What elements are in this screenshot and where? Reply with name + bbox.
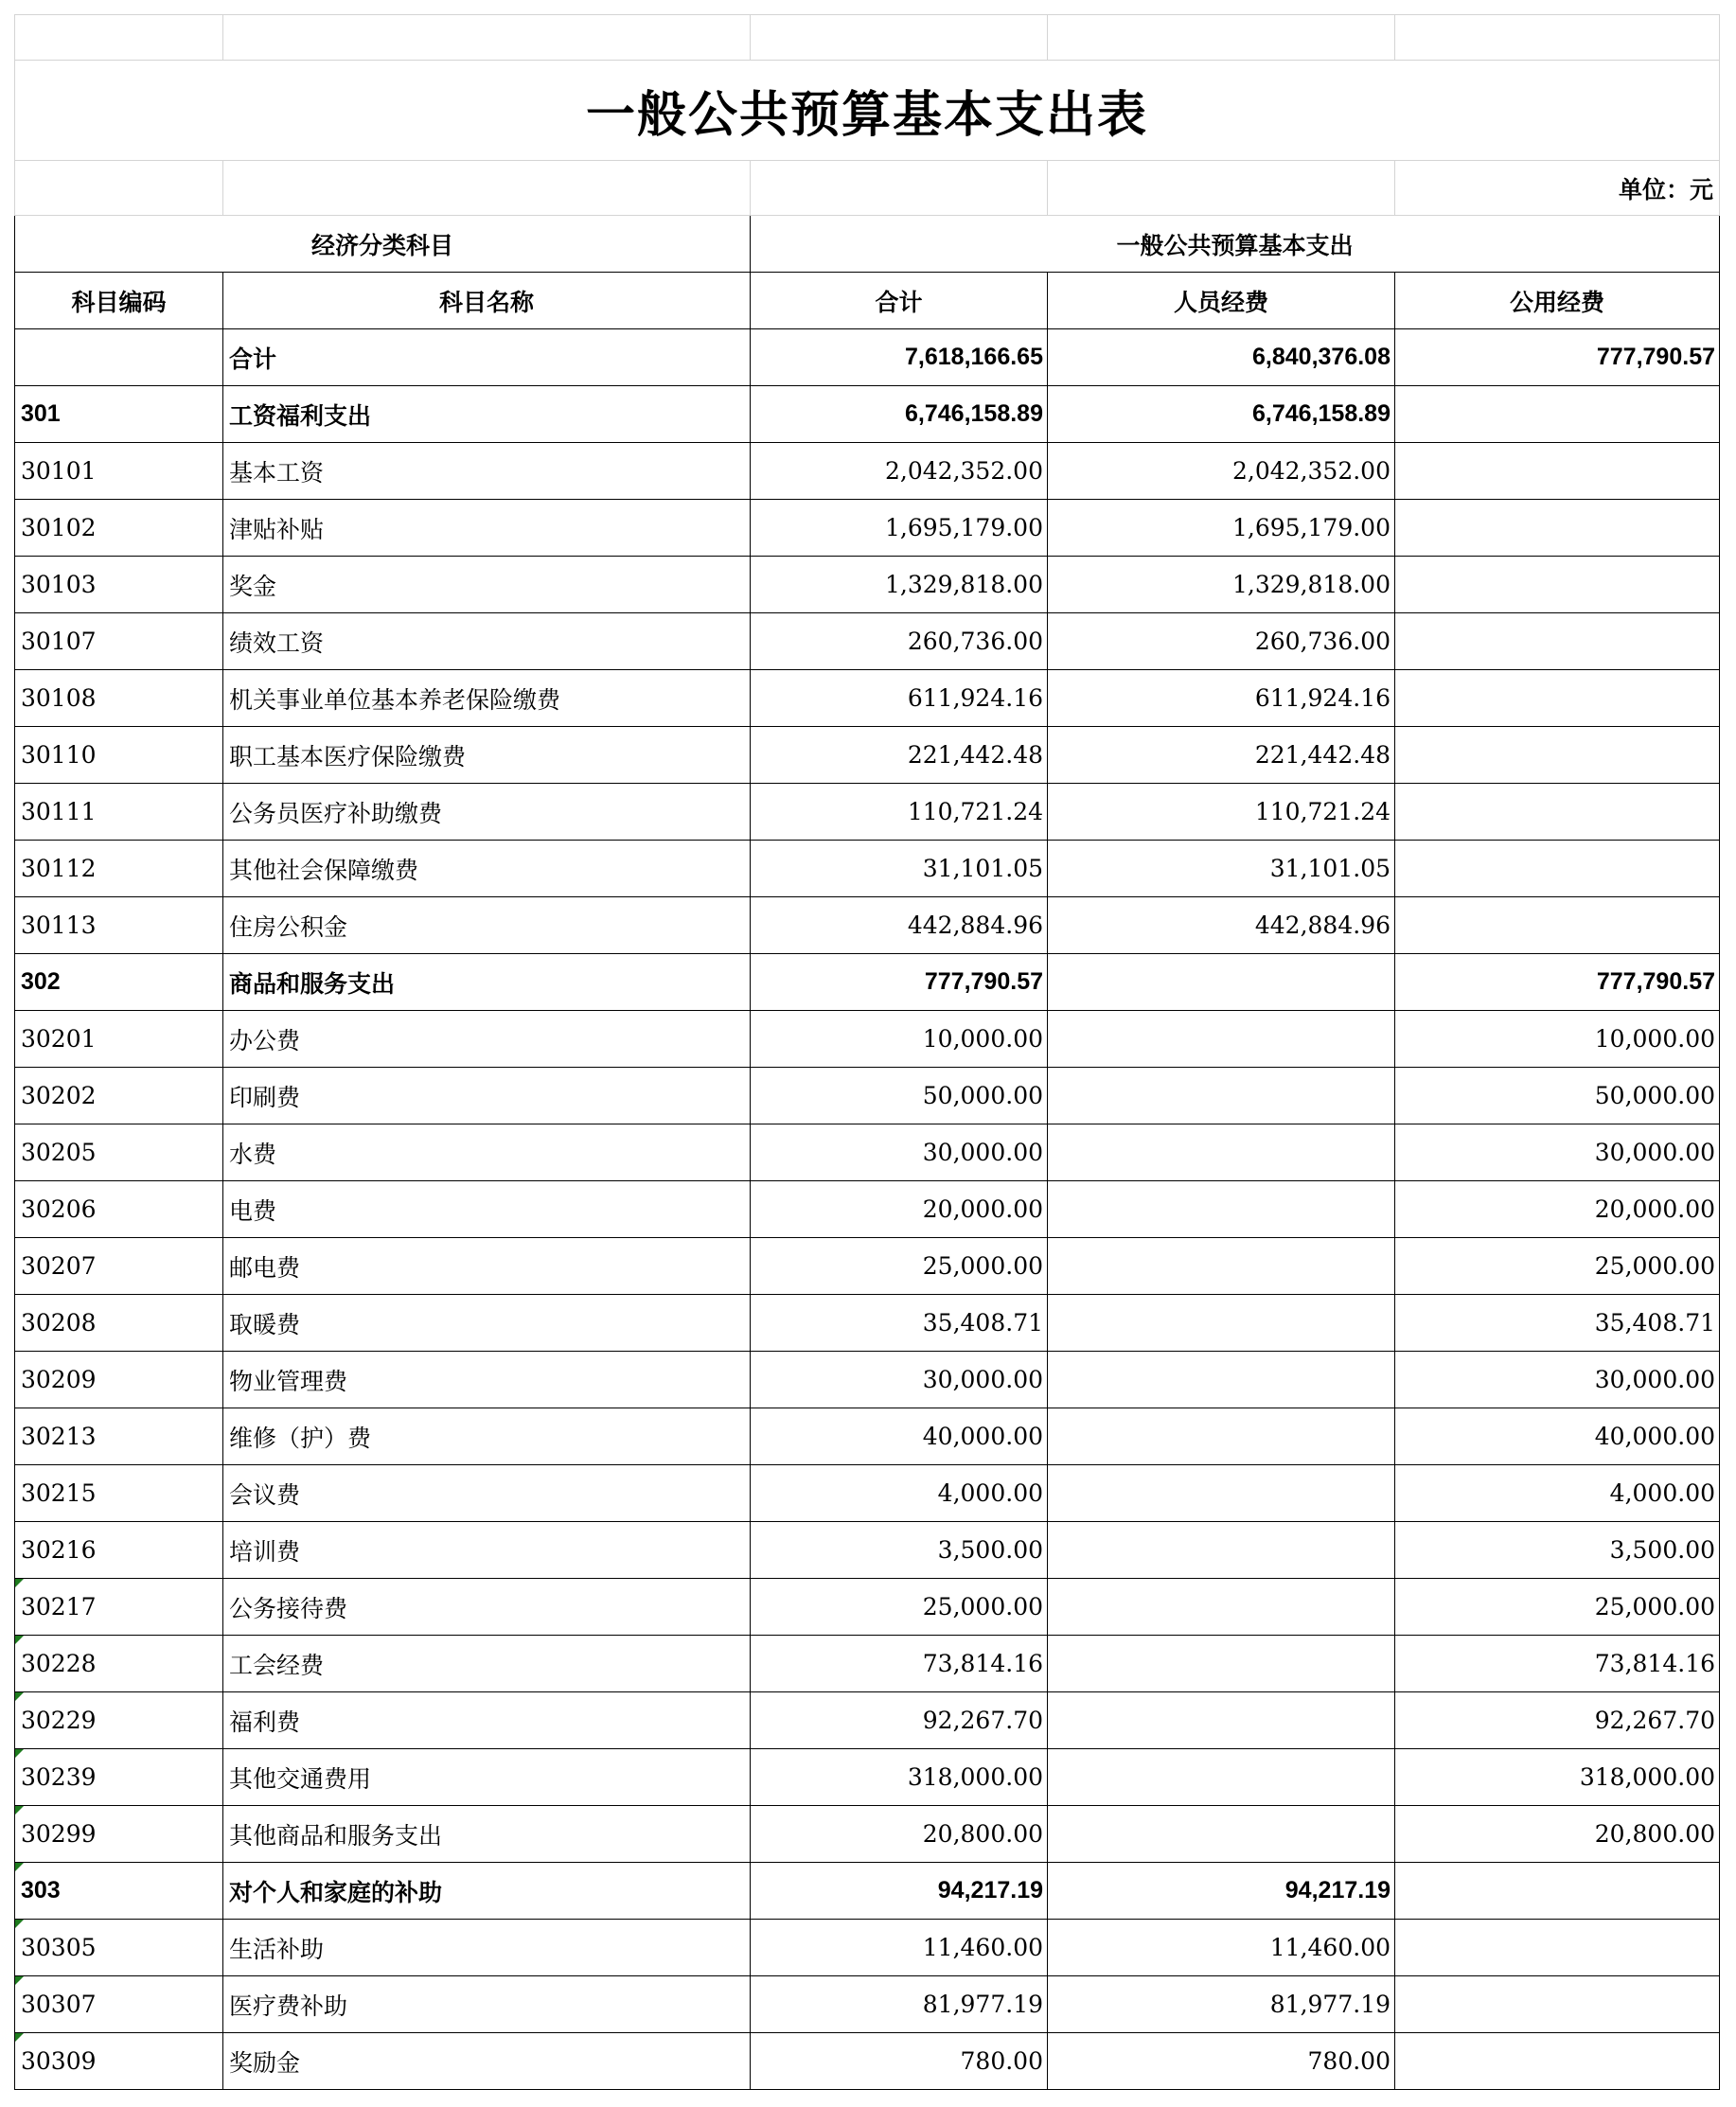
cell[interactable] (223, 15, 751, 61)
subject-name-cell[interactable]: 合计 (223, 329, 751, 386)
total-cell[interactable]: 20,000.00 (751, 1181, 1048, 1238)
total-cell[interactable]: 7,618,166.65 (751, 329, 1048, 386)
subject-name-cell[interactable]: 维修（护）费 (223, 1408, 751, 1465)
table-row (15, 841, 1720, 897)
header-subject-name: 科目名称 (223, 273, 751, 329)
public-funds-cell[interactable] (1395, 1976, 1720, 2033)
subject-code-cell[interactable]: 30239 (15, 1749, 223, 1806)
subject-name-cell[interactable]: 邮电费 (223, 1238, 751, 1295)
public-funds-cell[interactable]: 4,000.00 (1395, 1465, 1720, 1522)
subject-name-cell[interactable]: 物业管理费 (223, 1352, 751, 1408)
personnel-funds-cell[interactable] (1048, 1806, 1395, 1863)
total-cell[interactable]: 6,746,158.89 (751, 386, 1048, 443)
public-funds-cell[interactable] (1395, 1920, 1720, 1976)
page-title: 一般公共预算基本支出表 (15, 61, 1720, 161)
subject-code-cell[interactable]: 30206 (15, 1181, 223, 1238)
subject-name-cell[interactable]: 职工基本医疗保险缴费 (223, 727, 751, 784)
total-cell[interactable]: 20,800.00 (751, 1806, 1048, 1863)
subject-name-cell[interactable]: 机关事业单位基本养老保险缴费 (223, 670, 751, 727)
subject-code-cell[interactable]: 30113 (15, 897, 223, 954)
public-funds-cell[interactable] (1395, 897, 1720, 954)
unit-row (15, 161, 1720, 216)
subject-code-cell[interactable]: 30112 (15, 841, 223, 897)
public-funds-cell[interactable]: 35,408.71 (1395, 1295, 1720, 1352)
table-row (15, 897, 1720, 954)
subject-code-cell[interactable]: 30110 (15, 727, 223, 784)
total-cell[interactable]: 442,884.96 (751, 897, 1048, 954)
personnel-funds-cell[interactable] (1048, 1352, 1395, 1408)
public-funds-cell[interactable]: 30,000.00 (1395, 1124, 1720, 1181)
header-public-funds: 公用经费 (1395, 273, 1720, 329)
table-row (15, 329, 1720, 386)
table-row (15, 1181, 1720, 1238)
subject-code-cell[interactable]: 30309 (15, 2033, 223, 2090)
header-columns-row (15, 273, 1720, 329)
total-cell[interactable]: 2,042,352.00 (751, 443, 1048, 500)
table-row (15, 1352, 1720, 1408)
personnel-funds-cell[interactable] (1048, 1692, 1395, 1749)
personnel-funds-cell[interactable] (1048, 1011, 1395, 1068)
public-funds-cell[interactable]: 30,000.00 (1395, 1352, 1720, 1408)
subject-code-cell[interactable]: 302 (15, 954, 223, 1011)
table-row (15, 1295, 1720, 1352)
subject-code-cell[interactable]: 30202 (15, 1068, 223, 1124)
public-funds-cell[interactable] (1395, 1863, 1720, 1920)
header-basic-expenditure: 一般公共预算基本支出 (751, 216, 1720, 273)
public-funds-cell[interactable] (1395, 557, 1720, 613)
personnel-funds-cell[interactable]: 2,042,352.00 (1048, 443, 1395, 500)
budget-expenditure-table (14, 14, 1720, 2090)
table-row (15, 1011, 1720, 1068)
subject-name-cell[interactable]: 对个人和家庭的补助 (223, 1863, 751, 1920)
subject-code-cell[interactable]: 30201 (15, 1011, 223, 1068)
subject-code-cell[interactable]: 30111 (15, 784, 223, 841)
total-cell[interactable]: 94,217.19 (751, 1863, 1048, 1920)
cell[interactable] (1395, 15, 1720, 61)
public-funds-cell[interactable]: 777,790.57 (1395, 954, 1720, 1011)
subject-code-cell[interactable]: 30229 (15, 1692, 223, 1749)
total-cell[interactable]: 221,442.48 (751, 727, 1048, 784)
table-row (15, 670, 1720, 727)
subject-name-cell[interactable]: 会议费 (223, 1465, 751, 1522)
total-cell[interactable]: 73,814.16 (751, 1636, 1048, 1692)
public-funds-cell[interactable]: 25,000.00 (1395, 1579, 1720, 1636)
total-cell[interactable]: 50,000.00 (751, 1068, 1048, 1124)
table-row (15, 1465, 1720, 1522)
subject-name-cell[interactable]: 奖励金 (223, 2033, 751, 2090)
subject-name-cell[interactable]: 绩效工资 (223, 613, 751, 670)
cell[interactable] (1048, 161, 1395, 216)
personnel-funds-cell[interactable]: 110,721.24 (1048, 784, 1395, 841)
header-subject-code: 科目编码 (15, 273, 223, 329)
personnel-funds-cell[interactable]: 81,977.19 (1048, 1976, 1395, 2033)
public-funds-cell[interactable] (1395, 784, 1720, 841)
public-funds-cell[interactable] (1395, 443, 1720, 500)
cell[interactable] (15, 15, 223, 61)
total-cell[interactable]: 25,000.00 (751, 1238, 1048, 1295)
public-funds-cell[interactable] (1395, 500, 1720, 557)
cell[interactable] (751, 161, 1048, 216)
public-funds-cell[interactable]: 40,000.00 (1395, 1408, 1720, 1465)
table-row (15, 1522, 1720, 1579)
personnel-funds-cell[interactable] (1048, 954, 1395, 1011)
table-row (15, 1806, 1720, 1863)
subject-name-cell[interactable]: 商品和服务支出 (223, 954, 751, 1011)
public-funds-cell[interactable]: 50,000.00 (1395, 1068, 1720, 1124)
public-funds-cell[interactable]: 73,814.16 (1395, 1636, 1720, 1692)
subject-name-cell[interactable]: 其他社会保障缴费 (223, 841, 751, 897)
total-cell[interactable]: 4,000.00 (751, 1465, 1048, 1522)
subject-name-cell[interactable]: 医疗费补助 (223, 1976, 751, 2033)
subject-code-cell[interactable]: 30217 (15, 1579, 223, 1636)
public-funds-cell[interactable]: 3,500.00 (1395, 1522, 1720, 1579)
table-row (15, 1068, 1720, 1124)
total-cell[interactable]: 31,101.05 (751, 841, 1048, 897)
total-cell[interactable]: 10,000.00 (751, 1011, 1048, 1068)
table-row (15, 443, 1720, 500)
public-funds-cell[interactable] (1395, 670, 1720, 727)
table-row (15, 1636, 1720, 1692)
header-economic-classification: 经济分类科目 (15, 216, 751, 273)
subject-code-cell[interactable]: 30307 (15, 1976, 223, 2033)
header-group-row (15, 216, 1720, 273)
personnel-funds-cell[interactable] (1048, 1238, 1395, 1295)
subject-code-cell[interactable]: 30299 (15, 1806, 223, 1863)
subject-name-cell[interactable]: 培训费 (223, 1522, 751, 1579)
subject-code-cell[interactable]: 30216 (15, 1522, 223, 1579)
public-funds-cell[interactable] (1395, 2033, 1720, 2090)
subject-name-cell[interactable]: 取暖费 (223, 1295, 751, 1352)
table-row (15, 954, 1720, 1011)
table-row (15, 2033, 1720, 2090)
subject-name-cell[interactable]: 生活补助 (223, 1920, 751, 1976)
table-row (15, 1749, 1720, 1806)
subject-name-cell[interactable]: 其他商品和服务支出 (223, 1806, 751, 1863)
personnel-funds-cell[interactable]: 1,695,179.00 (1048, 500, 1395, 557)
subject-code-cell[interactable]: 30215 (15, 1465, 223, 1522)
header-total: 合计 (751, 273, 1048, 329)
subject-name-cell[interactable]: 基本工资 (223, 443, 751, 500)
total-cell[interactable]: 11,460.00 (751, 1920, 1048, 1976)
public-funds-cell[interactable]: 10,000.00 (1395, 1011, 1720, 1068)
total-cell[interactable]: 318,000.00 (751, 1749, 1048, 1806)
subject-name-cell[interactable]: 住房公积金 (223, 897, 751, 954)
personnel-funds-cell[interactable]: 221,442.48 (1048, 727, 1395, 784)
subject-name-cell[interactable]: 办公费 (223, 1011, 751, 1068)
subject-code-cell[interactable]: 301 (15, 386, 223, 443)
public-funds-cell[interactable]: 318,000.00 (1395, 1749, 1720, 1806)
subject-name-cell[interactable]: 工资福利支出 (223, 386, 751, 443)
blank-row (15, 15, 1720, 61)
personnel-funds-cell[interactable] (1048, 1465, 1395, 1522)
personnel-funds-cell[interactable] (1048, 1579, 1395, 1636)
personnel-funds-cell[interactable] (1048, 1749, 1395, 1806)
subject-code-cell[interactable]: 30205 (15, 1124, 223, 1181)
total-cell[interactable]: 1,695,179.00 (751, 500, 1048, 557)
table-row (15, 1408, 1720, 1465)
public-funds-cell[interactable]: 20,800.00 (1395, 1806, 1720, 1863)
subject-code-cell[interactable]: 30101 (15, 443, 223, 500)
personnel-funds-cell[interactable]: 6,840,376.08 (1048, 329, 1395, 386)
personnel-funds-cell[interactable]: 260,736.00 (1048, 613, 1395, 670)
personnel-funds-cell[interactable]: 6,746,158.89 (1048, 386, 1395, 443)
cell[interactable] (751, 15, 1048, 61)
subject-name-cell[interactable]: 奖金 (223, 557, 751, 613)
total-cell[interactable]: 35,408.71 (751, 1295, 1048, 1352)
subject-code-cell[interactable]: 30207 (15, 1238, 223, 1295)
subject-code-cell[interactable]: 30305 (15, 1920, 223, 1976)
total-cell[interactable]: 777,790.57 (751, 954, 1048, 1011)
table-row (15, 1920, 1720, 1976)
table-row (15, 386, 1720, 443)
table-row (15, 727, 1720, 784)
public-funds-cell[interactable]: 92,267.70 (1395, 1692, 1720, 1749)
table-row (15, 1692, 1720, 1749)
subject-code-cell[interactable]: 30102 (15, 500, 223, 557)
subject-name-cell[interactable]: 公务员医疗补助缴费 (223, 784, 751, 841)
subject-name-cell[interactable]: 印刷费 (223, 1068, 751, 1124)
table-row (15, 500, 1720, 557)
subject-name-cell[interactable]: 津贴补贴 (223, 500, 751, 557)
public-funds-cell[interactable] (1395, 841, 1720, 897)
table-row (15, 557, 1720, 613)
table-row (15, 1238, 1720, 1295)
total-cell[interactable]: 92,267.70 (751, 1692, 1048, 1749)
personnel-funds-cell[interactable] (1048, 1522, 1395, 1579)
total-cell[interactable]: 110,721.24 (751, 784, 1048, 841)
public-funds-cell[interactable]: 20,000.00 (1395, 1181, 1720, 1238)
total-cell[interactable]: 260,736.00 (751, 613, 1048, 670)
personnel-funds-cell[interactable]: 31,101.05 (1048, 841, 1395, 897)
subject-code-cell[interactable]: 30108 (15, 670, 223, 727)
total-cell[interactable]: 30,000.00 (751, 1352, 1048, 1408)
subject-code-cell[interactable] (15, 329, 223, 386)
subject-code-cell[interactable]: 30103 (15, 557, 223, 613)
subject-code-cell[interactable]: 303 (15, 1863, 223, 1920)
table-row (15, 1579, 1720, 1636)
total-cell[interactable]: 3,500.00 (751, 1522, 1048, 1579)
total-cell[interactable]: 40,000.00 (751, 1408, 1048, 1465)
subject-name-cell[interactable]: 电费 (223, 1181, 751, 1238)
personnel-funds-cell[interactable] (1048, 1408, 1395, 1465)
personnel-funds-cell[interactable] (1048, 1068, 1395, 1124)
public-funds-cell[interactable] (1395, 386, 1720, 443)
data-rows (15, 329, 1720, 2090)
public-funds-cell[interactable] (1395, 613, 1720, 670)
subject-code-cell[interactable]: 30228 (15, 1636, 223, 1692)
subject-name-cell[interactable]: 福利费 (223, 1692, 751, 1749)
header-personnel-funds: 人员经费 (1048, 273, 1395, 329)
table-row (15, 1863, 1720, 1920)
unit-label: 单位：元 (1395, 161, 1720, 216)
subject-name-cell[interactable]: 水费 (223, 1124, 751, 1181)
title-row (15, 61, 1720, 161)
cell[interactable] (1048, 15, 1395, 61)
total-cell[interactable]: 780.00 (751, 2033, 1048, 2090)
public-funds-cell[interactable]: 777,790.57 (1395, 329, 1720, 386)
subject-code-cell[interactable]: 30209 (15, 1352, 223, 1408)
subject-code-cell[interactable]: 30213 (15, 1408, 223, 1465)
subject-name-cell[interactable]: 公务接待费 (223, 1579, 751, 1636)
total-cell[interactable]: 611,924.16 (751, 670, 1048, 727)
subject-code-cell[interactable]: 30208 (15, 1295, 223, 1352)
personnel-funds-cell[interactable] (1048, 1124, 1395, 1181)
public-funds-cell[interactable] (1395, 727, 1720, 784)
table-row (15, 1124, 1720, 1181)
table-row (15, 613, 1720, 670)
subject-name-cell[interactable]: 其他交通费用 (223, 1749, 751, 1806)
total-cell[interactable]: 25,000.00 (751, 1579, 1048, 1636)
personnel-funds-cell[interactable]: 442,884.96 (1048, 897, 1395, 954)
personnel-funds-cell[interactable] (1048, 1636, 1395, 1692)
personnel-funds-cell[interactable] (1048, 1295, 1395, 1352)
total-cell[interactable]: 1,329,818.00 (751, 557, 1048, 613)
subject-name-cell[interactable]: 工会经费 (223, 1636, 751, 1692)
table-row (15, 784, 1720, 841)
personnel-funds-cell[interactable]: 611,924.16 (1048, 670, 1395, 727)
cell[interactable] (15, 161, 223, 216)
public-funds-cell[interactable]: 25,000.00 (1395, 1238, 1720, 1295)
personnel-funds-cell[interactable]: 11,460.00 (1048, 1920, 1395, 1976)
table-row (15, 1976, 1720, 2033)
total-cell[interactable]: 30,000.00 (751, 1124, 1048, 1181)
cell[interactable] (223, 161, 751, 216)
personnel-funds-cell[interactable]: 94,217.19 (1048, 1863, 1395, 1920)
total-cell[interactable]: 81,977.19 (751, 1976, 1048, 2033)
personnel-funds-cell[interactable]: 1,329,818.00 (1048, 557, 1395, 613)
subject-code-cell[interactable]: 30107 (15, 613, 223, 670)
personnel-funds-cell[interactable] (1048, 1181, 1395, 1238)
personnel-funds-cell[interactable]: 780.00 (1048, 2033, 1395, 2090)
